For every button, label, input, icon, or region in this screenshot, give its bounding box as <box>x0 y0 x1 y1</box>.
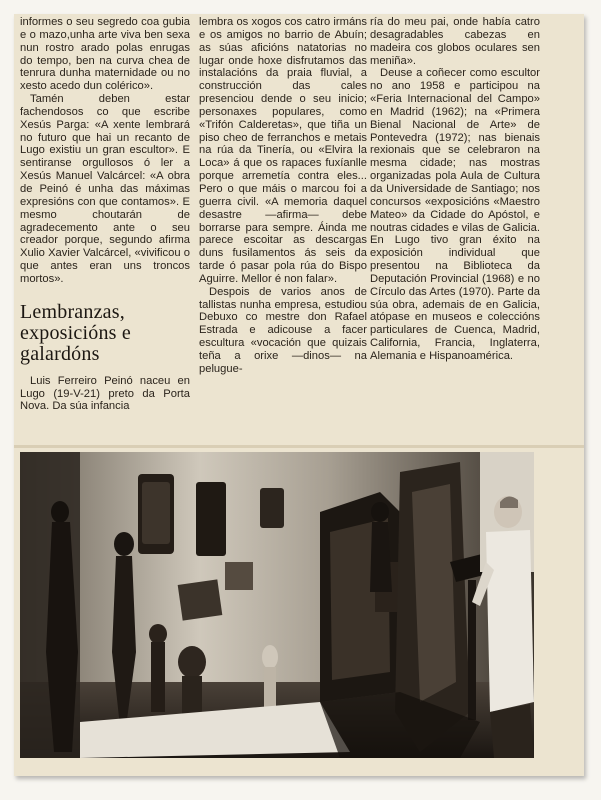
article-column-2 <box>199 16 367 376</box>
article-paragraph: Tamén deben estar fachendosos co que escribe Xesús Parga: «A xente lembrará no futuro que hai un recanto de Lugo existiu un gran escultor». E sentiranse orgullosos ó ler a Xesús Manuel Valcárcel: «A obra de Peinó é unha das máximas expresións con que contamos». E mesmo choutarán de agradecemento ante o seu creador porque, segundo afirma Xulio Xavier Valcárcel, «vivificou o que antes eran uns troncos mortos». <box>20 93 190 285</box>
article-paragraph: ría do meu pai, onde había catro desagradables cabezas en madeira cos globos oculares sen meniña». <box>370 16 540 67</box>
article-paragraph: lembra os xogos cos catro irmáns e os amigos no barrio de Abuín; as súas aficións natatorias no lugar onde hoxe disfrutamos das instalacións da praia fluvial, a construcción das cales presenciou dende o seu inicio; personaxes populares, como «Trifón Calderetas», que tiña un piso cheo de ferranchos e metais na rúa da Tinería, ou «Elvira la Loca» á que os rapaces fuxíanlle porque arremetía contra eles... Pero o que máis o marcou foi a guerra civil. «A memoria daquel desastre —afirma— debe borrarse para sempre. Áinda me parece escoitar as descargas duns fusilamentos ás seis da tarde ó pasar pola rúa do Bispo Aguirre. Mellor é non falar». <box>199 16 367 285</box>
workshop-photo <box>20 452 534 758</box>
photo-illustration <box>20 452 534 758</box>
clipping-cut-edge <box>14 445 584 448</box>
article-column-3 <box>370 16 540 363</box>
article-paragraph: Despois de varios anos de tallistas nunha empresa, estudiou Debuxo co mestre don Rafael Estrada e adicouse a facer escultura «vocación que quizais teña a orixe —dinos— na pelugue- <box>199 285 367 375</box>
section-heading: Lembranzas, exposicións e galardóns <box>20 300 131 365</box>
article-paragraph: Deuse a coñecer como escultor no ano 1958 e participou na «Feria Internacional del Campo» en Madrid (1962); na «Primera Bienal Nacional de Arte» de Pontevedra (1972); nas bienais rexionais que se celebraron na mesma cidade; nas mostras organizadas pola Aula de Cultura da Universidade de Santiago; nos concursos «exposicións «Maestro Mateo» da Cidade do Apóstol, e noutras cidades e vilas de Galicia. En Lugo tivo gran éxito na exposición individual que presentou na Biblioteca da Deputación Provincial (1968) e no Círculo das Artes (1970). Parte da súa obra, ademais de en Galicia, atópase en museos e coleccións particulares de Cuenca, Madrid, California, Francia, Inglaterra, Alemania e Hispanoamérica. <box>370 67 540 362</box>
article-paragraph: Luis Ferreiro Peinó naceu en Lugo (19-V-21) preto da Porta Nova. Da súa infancia <box>20 374 190 413</box>
article-paragraph: informes o seu segredo coa gubia e o mazo,unha arte viva ben sexa nun rostro arado polas enrugas do tempo, ben na curva chea de tenrura dunha maternidade ou no xesto acedo dun colérico». <box>20 16 190 93</box>
article-column-1 <box>20 16 190 413</box>
